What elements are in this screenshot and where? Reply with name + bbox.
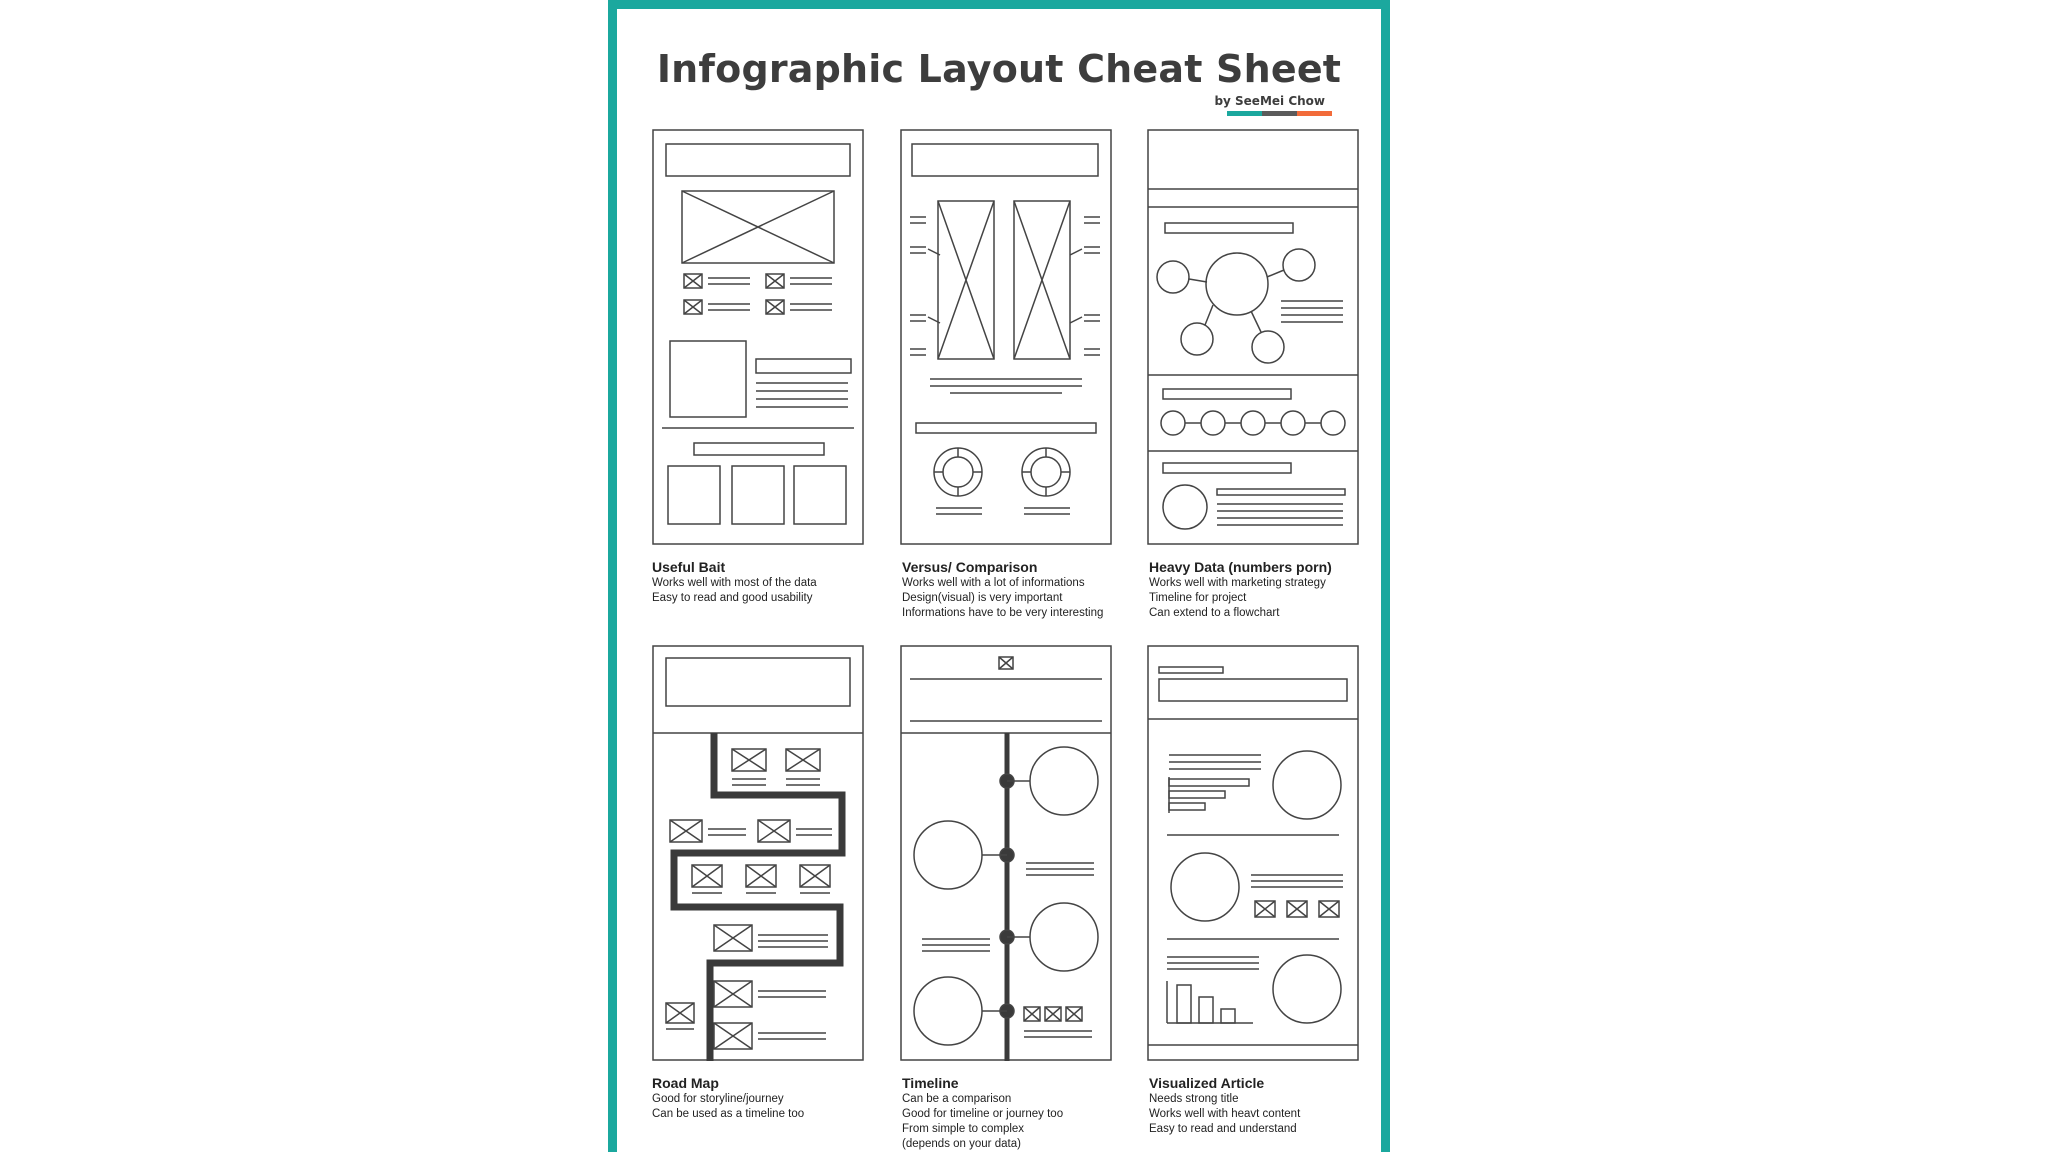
layout-note: Needs strong title xyxy=(1149,1093,1239,1105)
layout-name: Versus/ Comparison xyxy=(902,559,1038,575)
wireframe-road-map xyxy=(652,645,864,1061)
layout-note: Good for storyline/journey xyxy=(652,1093,784,1105)
layout-description-visualized-article xyxy=(1149,1075,1389,1137)
wireframe-useful-bait xyxy=(652,129,864,545)
poster-title: Infographic Layout Cheat Sheet xyxy=(656,47,1342,91)
author-byline: by SeeMei Chow xyxy=(1214,94,1325,108)
layout-note: Can extend to a flowchart xyxy=(1149,607,1280,619)
layout-name: Road Map xyxy=(652,1075,719,1091)
wireframe-heavy-data xyxy=(1147,129,1359,545)
byline-bar-gray xyxy=(1262,111,1297,116)
layout-note: Can be used as a timeline too xyxy=(652,1108,805,1120)
layout-name: Heavy Data (numbers porn) xyxy=(1149,559,1332,575)
layout-description-timeline xyxy=(902,1075,1142,1152)
cheat-sheet-poster xyxy=(608,0,1390,1152)
layout-name: Timeline xyxy=(902,1075,959,1091)
byline-color-bar xyxy=(1227,111,1332,116)
layout-note: (depends on your data) xyxy=(902,1138,1021,1150)
layout-note: Easy to read and good usability xyxy=(652,592,813,604)
byline-bar-teal xyxy=(1227,111,1262,116)
wireframe-versus-comparison xyxy=(900,129,1112,545)
layout-note: Works well with heavt content xyxy=(1149,1108,1301,1120)
layout-note: Informations have to be very interesting xyxy=(902,607,1104,619)
layout-name: Useful Bait xyxy=(652,559,726,575)
wireframe-timeline xyxy=(900,645,1112,1061)
wireframe-visualized-article xyxy=(1147,645,1359,1061)
layout-name: Visualized Article xyxy=(1149,1075,1265,1091)
layout-note: Design(visual) is very important xyxy=(902,592,1063,604)
layout-note: Easy to read and understand xyxy=(1149,1123,1297,1135)
layout-description-heavy-data xyxy=(1149,559,1389,621)
layout-description-useful-bait xyxy=(652,559,892,606)
layout-note: Timeline for project xyxy=(1149,592,1247,604)
layout-description-versus-comparison xyxy=(902,559,1142,621)
layout-note: Works well with marketing strategy xyxy=(1149,577,1326,589)
layout-note: Good for timeline or journey too xyxy=(902,1108,1064,1120)
byline-bar-orange xyxy=(1297,111,1332,116)
layout-description-road-map xyxy=(652,1075,892,1122)
layout-note: Works well with a lot of informations xyxy=(902,577,1085,589)
layout-note: Can be a comparison xyxy=(902,1093,1012,1105)
layout-note: From simple to complex xyxy=(902,1123,1025,1135)
layout-note: Works well with most of the data xyxy=(652,577,817,589)
